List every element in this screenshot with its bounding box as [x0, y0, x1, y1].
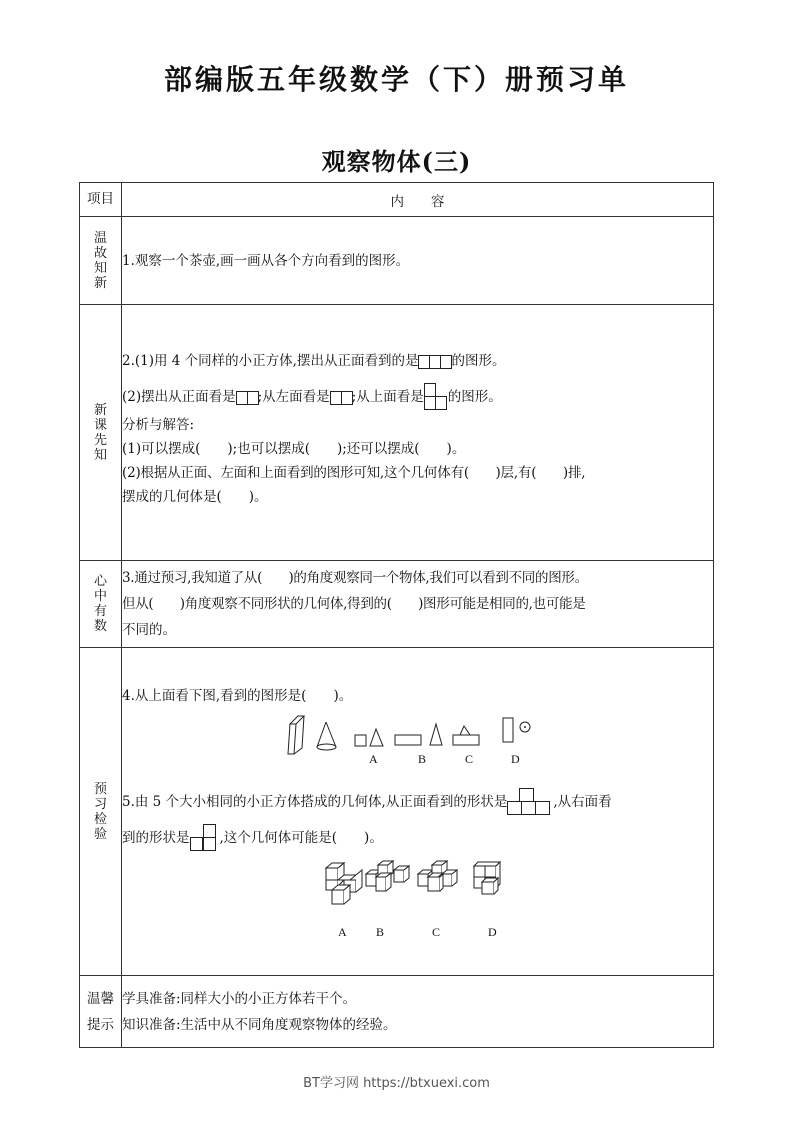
analysis-title: 分析与解答: [122, 417, 195, 433]
cube-structure-c-icon [416, 860, 462, 900]
section-label-tips-l1: 温馨 [87, 990, 114, 1007]
l-shape-top-figure [424, 383, 448, 409]
section-label-know: 心中有数 [93, 574, 107, 634]
footer-watermark: BT学习网 https://btxuexi.com [303, 1076, 490, 1091]
q4-option-d[interactable]: D [511, 752, 520, 766]
question-3-line3: 不同的。 [122, 622, 176, 638]
cube-structure-a-icon [324, 860, 366, 908]
option-d-shapes-icon [502, 714, 538, 744]
front-view-figure [507, 788, 553, 814]
question-2-2: (2)摆出从正面看是 ;从左面看是 ;从上面看是 的图形。 [122, 383, 713, 409]
q5-option-c[interactable]: C [432, 925, 441, 939]
section-know [80, 561, 714, 648]
preview-table [79, 182, 714, 1048]
page-title: 部编版五年级数学（下）册预习单 [163, 63, 629, 96]
table-header-row [80, 183, 714, 217]
cube-structure-b-icon [364, 860, 410, 900]
question-3-line2: 但从( )角度观察不同形状的几何体,得到的( )图形可能是相同的,也可能是 [122, 596, 586, 612]
section-label-tips-l2: 提示 [87, 1016, 114, 1033]
two-squares-left-figure [330, 385, 352, 409]
q4-option-a[interactable]: A [369, 752, 378, 766]
option-b-shapes-icon [394, 722, 448, 746]
section-label-new-lesson: 新课先知 [93, 402, 107, 463]
section-review [80, 217, 714, 305]
section-tips [80, 976, 714, 1048]
question-1: 1.观察一个茶壶,画一画从各个方向看到的图形。 [122, 252, 410, 269]
lesson-subtitle: 观察物体(三) [321, 147, 472, 176]
question-5-line2: 到的形状是 ,这个几何体可能是( )。 [122, 824, 713, 850]
question-5-line1: 5.由 5 个大小相同的小正方体搭成的几何体,从正面看到的形状是 ,从右面看 [122, 788, 713, 814]
q5-figures [122, 856, 713, 946]
section-label-check: 预习检验 [93, 781, 107, 842]
two-squares-front-figure [236, 385, 258, 409]
q5-option-b[interactable]: B [376, 925, 385, 939]
three-squares-row-figure [418, 349, 451, 373]
tip-knowledge: 知识准备:生活中从不同角度观察物体的经验。 [122, 1016, 397, 1033]
q4-option-b[interactable]: B [418, 752, 427, 766]
answer-2-line2: 摆成的几何体是( )。 [122, 489, 268, 505]
q4-figures [122, 714, 713, 766]
prism-cone-icon [284, 714, 344, 758]
option-c-shapes-icon [452, 722, 484, 746]
section-new-lesson [80, 305, 714, 561]
q4-option-c[interactable]: C [465, 752, 474, 766]
question-3-line1: 3.通过预习,我知道了从( )的角度观察同一个物体,我们可以看到不同的图形。 [122, 570, 588, 586]
tip-tools: 学具准备:同样大小的小正方体若干个。 [122, 990, 357, 1007]
question-4: 4.从上面看下图,看到的图形是( )。 [122, 688, 353, 704]
answer-2-line1: (2)根据从正面、左面和上面看到的图形可知,这个几何体有( )层,有( )排, [122, 465, 586, 481]
section-label-review: 温故知新 [93, 230, 107, 291]
answer-1: (1)可以摆成( );也可以摆成( );还可以摆成( )。 [122, 441, 466, 457]
header-content: 内 容 [122, 183, 714, 217]
header-item: 项目 [80, 183, 122, 217]
cube-structure-d-icon [472, 860, 508, 900]
q5-option-d[interactable]: D [488, 925, 497, 939]
q5-option-a[interactable]: A [338, 925, 347, 939]
section-check [80, 648, 714, 976]
question-2-1: 2.(1)用 4 个同样的小正方体,摆出从正面看到的是 的图形。 [122, 349, 713, 373]
right-view-figure [190, 824, 220, 850]
